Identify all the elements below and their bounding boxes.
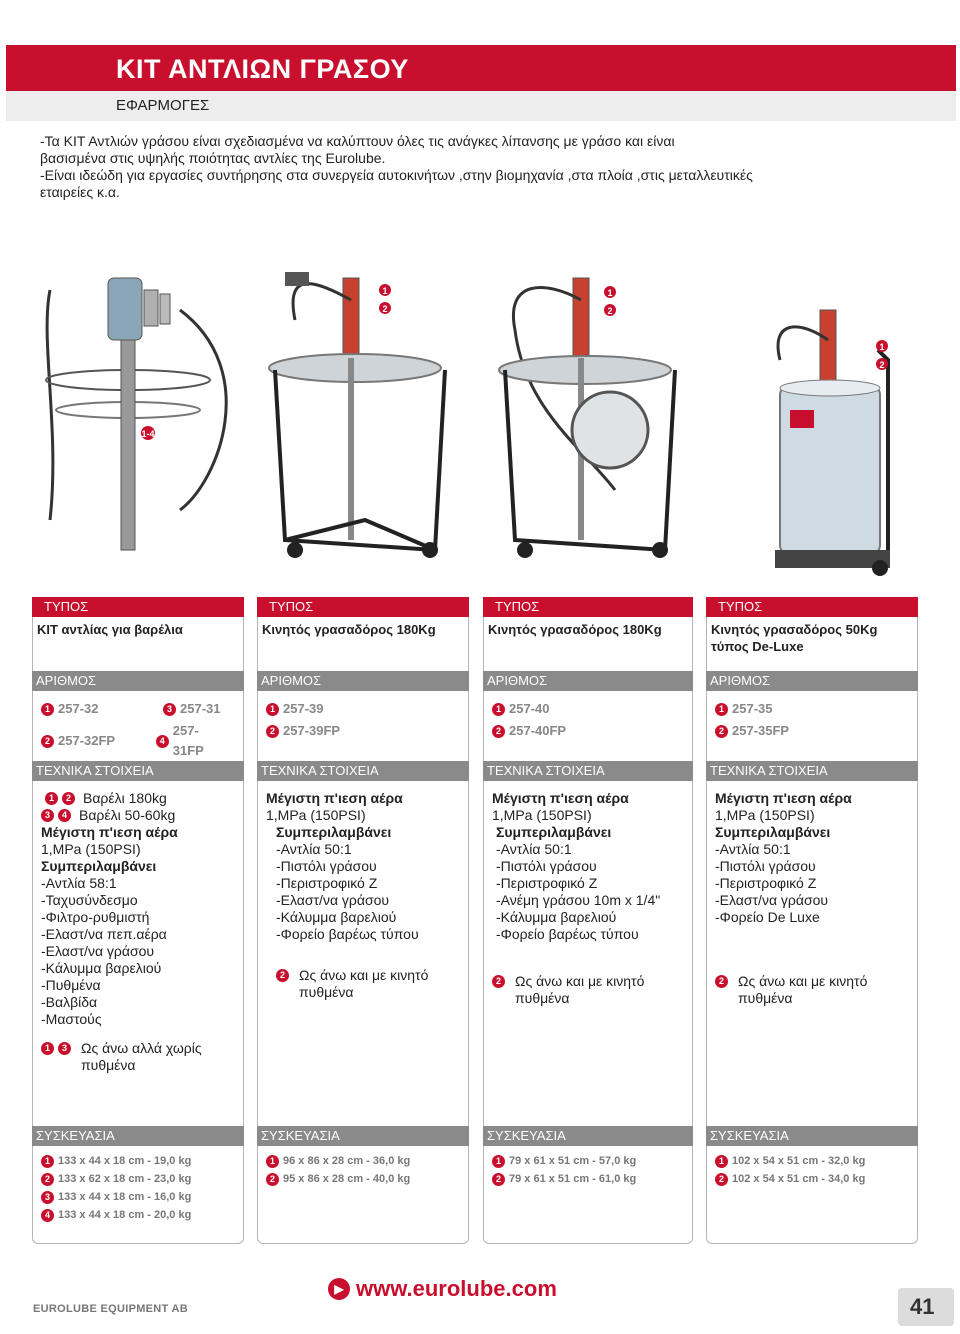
tech-specs bbox=[483, 781, 693, 1126]
number-badge: 4 bbox=[58, 809, 71, 822]
spec-heading: Μέγιστη π'ιεση αέρα bbox=[492, 790, 629, 806]
number-badge: 4 bbox=[156, 735, 169, 748]
included-item: -Ταχυσύνδεσμο bbox=[41, 892, 138, 908]
included-item: -Περιστροφικό Ζ bbox=[496, 875, 598, 891]
number-badge: 2 bbox=[62, 792, 75, 805]
tech-specs bbox=[257, 781, 469, 1126]
number-badge: 2 bbox=[492, 725, 505, 738]
packaging-list bbox=[483, 1146, 693, 1244]
included-item: -Φορείο De Luxe bbox=[715, 909, 820, 925]
included-item: -Φορείο βαρέως τύπου bbox=[496, 926, 639, 942]
included-item: -Πιστόλι γράσου bbox=[496, 858, 597, 874]
product-type: Κινητός γρασαδόρος 180Kg bbox=[257, 617, 469, 671]
callout-label: 1-4 bbox=[141, 429, 155, 439]
intro-line: βασισμένα στις υψηλής ποιότητας αντλίες της Eurolube. bbox=[40, 150, 386, 166]
package-size: 133 x 44 x 18 cm - 16,0 kg bbox=[58, 1191, 192, 1203]
package-size: 102 x 54 x 51 cm - 34,0 kg bbox=[732, 1173, 866, 1185]
included-item: -Αντλία 50:1 bbox=[496, 841, 572, 857]
number-badge: 2 bbox=[715, 1173, 728, 1186]
product-code: 257-40 bbox=[509, 701, 550, 716]
spec-heading: Μέγιστη π'ιεση αέρα bbox=[41, 824, 178, 840]
website-link[interactable] bbox=[328, 1276, 557, 1302]
included-item: -Μαστούς bbox=[41, 1011, 102, 1027]
product-code: 257-32FP bbox=[58, 733, 116, 748]
number-badge: 2 bbox=[266, 1173, 279, 1186]
included-item: -Ελαστ/να γράσου bbox=[276, 892, 390, 908]
number-badge: 1 bbox=[41, 1042, 54, 1055]
mobile-greaser-reel-image bbox=[485, 250, 695, 590]
product-illustrations bbox=[30, 250, 930, 590]
page-subtitle: ΕΦΑΡΜΟΓΕΣ bbox=[116, 97, 210, 114]
spec-heading: Συμπεριλαμβάνει bbox=[715, 824, 831, 840]
callout-label: 2 bbox=[607, 306, 613, 316]
product-code: 257-40FP bbox=[509, 723, 567, 738]
number-badge: 2 bbox=[715, 725, 728, 738]
number-badge: 4 bbox=[41, 1209, 54, 1222]
packaging-header: ΣΥΣΚΕΥΑΣΙΑ bbox=[257, 1126, 469, 1146]
number-badge: 1 bbox=[45, 792, 58, 805]
packaging-list bbox=[706, 1146, 918, 1244]
product-code: 257-32 bbox=[58, 701, 99, 716]
included-item: -Πιστόλι γράσου bbox=[715, 858, 816, 874]
included-item: -Φορείο βαρέως τύπου bbox=[276, 926, 419, 942]
package-size: 133 x 62 x 18 cm - 23,0 kg bbox=[58, 1173, 192, 1185]
variant-note bbox=[492, 973, 686, 1007]
tech-specs bbox=[32, 781, 244, 1126]
included-item: -Ελαστ/να γράσου bbox=[41, 943, 155, 959]
callout-label: 2 bbox=[382, 304, 388, 314]
number-badge: 1 bbox=[715, 1155, 728, 1168]
packaging-header: ΣΥΣΚΕΥΑΣΙΑ bbox=[483, 1126, 693, 1146]
package-size: 95 x 86 x 28 cm - 40,0 kg bbox=[283, 1173, 411, 1185]
product-code: 257-39 bbox=[283, 701, 324, 716]
spec-value: 1,MPa (150PSI) bbox=[715, 807, 815, 823]
package-size: 79 x 61 x 51 cm - 61,0 kg bbox=[509, 1173, 637, 1185]
type-header: ΤΥΠΟΣ bbox=[706, 597, 918, 617]
spec-heading: Μέγιστη π'ιεση αέρα bbox=[715, 790, 852, 806]
included-item: -Ελαστ/να πεπ.αέρα bbox=[41, 926, 167, 942]
number-badge: 3 bbox=[58, 1042, 71, 1055]
tech-specs bbox=[706, 781, 918, 1126]
packaging-header: ΣΥΣΚΕΥΑΣΙΑ bbox=[706, 1126, 918, 1146]
included-item: -Αντλία 50:1 bbox=[276, 841, 352, 857]
included-item: -Κάλυμμα βαρελιού bbox=[41, 960, 162, 976]
number-header: ΑΡΙΘΜΟΣ bbox=[483, 671, 693, 691]
included-item: -Φιλτρο-ρυθμιστή bbox=[41, 909, 150, 925]
product-codes bbox=[483, 691, 693, 761]
product-code: 257-35 bbox=[732, 701, 773, 716]
callout-label: 1 bbox=[382, 286, 388, 296]
page-number: 41 bbox=[910, 1294, 935, 1319]
included-item: -Ελαστ/να γράσου bbox=[715, 892, 829, 908]
spec-value: 1,MPa (150PSI) bbox=[492, 807, 592, 823]
company-name: EUROLUBE EQUIPMENT AB bbox=[33, 1303, 189, 1315]
number-header: ΑΡΙΘΜΟΣ bbox=[706, 671, 918, 691]
barrel-size: Βαρέλι 180kg bbox=[83, 790, 167, 806]
note-text: Ως άνω αλλά χωρίς πυθμένα bbox=[81, 1040, 202, 1073]
number-badge: 1 bbox=[266, 1155, 279, 1168]
variant-note bbox=[41, 1040, 237, 1074]
included-item: -Περιστροφικό Ζ bbox=[715, 875, 817, 891]
package-size: 133 x 44 x 18 cm - 20,0 kg bbox=[58, 1209, 192, 1221]
spec-value: 1,MPa (150PSI) bbox=[266, 807, 366, 823]
included-item: -Αντλία 58:1 bbox=[41, 875, 117, 891]
variant-note bbox=[266, 967, 462, 1001]
number-badge: 3 bbox=[41, 809, 54, 822]
type-header: ΤΥΠΟΣ bbox=[483, 597, 693, 617]
intro-line: -Τα ΚΙΤ Αντλιών γράσου είναι σχεδιασμένα να καλύπτουν όλες τις ανάγκες λίπανσης με γράσο και είναι bbox=[40, 133, 675, 149]
product-codes bbox=[257, 691, 469, 761]
product-type: ΚΙΤ αντλίας για βαρέλια bbox=[32, 617, 244, 671]
callout-label: 2 bbox=[879, 360, 885, 370]
spec-heading: Μέγιστη π'ιεση αέρα bbox=[266, 790, 403, 806]
number-badge: 1 bbox=[492, 703, 505, 716]
greaser-deluxe-50-image bbox=[720, 250, 930, 590]
number-badge: 1 bbox=[266, 703, 279, 716]
number-badge: 3 bbox=[41, 1191, 54, 1204]
packaging-header: ΣΥΣΚΕΥΑΣΙΑ bbox=[32, 1126, 244, 1146]
number-badge: 2 bbox=[276, 969, 289, 982]
spec-heading: Συμπεριλαμβάνει bbox=[276, 824, 392, 840]
package-size: 102 x 54 x 51 cm - 32,0 kg bbox=[732, 1155, 866, 1167]
product-codes bbox=[706, 691, 918, 761]
product-code: 257-31 bbox=[180, 701, 221, 716]
note-text: Ως άνω και με κινητό πυθμένα bbox=[738, 973, 868, 1006]
specs-header: ΤΕΧΝΙΚΑ ΣΤΟΙΧΕΙΑ bbox=[32, 761, 244, 781]
product-code: 257-31FP bbox=[172, 723, 204, 758]
variant-note bbox=[715, 973, 911, 1007]
number-badge: 2 bbox=[41, 735, 54, 748]
type-header: ΤΥΠΟΣ bbox=[32, 597, 244, 617]
included-item: -Ανέμη γράσου 10m x 1/4" bbox=[496, 892, 661, 908]
product-type: Κινητός γρασαδόρος 180Kg bbox=[483, 617, 693, 671]
spec-heading: Συμπεριλαμβάνει bbox=[41, 858, 157, 874]
spec-heading: Συμπεριλαμβάνει bbox=[496, 824, 612, 840]
intro-line: -Είναι ιδεώδη για εργασίες συντήρησης στα συνεργεία αυτοκινήτων ,στην βιομηχανία ,στα πλοία ,στις μεταλλευτικές bbox=[40, 167, 753, 183]
included-item: -Κάλυμμα βαρελιού bbox=[276, 909, 397, 925]
number-badge: 3 bbox=[163, 703, 176, 716]
barrel-pump-kit-image bbox=[30, 250, 240, 590]
page-title: ΚΙΤ ΑΝΤΛΙΩΝ ΓΡΑΣΟΥ bbox=[116, 54, 409, 84]
number-badge: 1 bbox=[41, 703, 54, 716]
included-item: -Αντλία 50:1 bbox=[715, 841, 791, 857]
packaging-list bbox=[257, 1146, 469, 1244]
number-badge: 2 bbox=[492, 975, 505, 988]
package-size: 133 x 44 x 18 cm - 19,0 kg bbox=[58, 1155, 192, 1167]
number-badge: 2 bbox=[715, 975, 728, 988]
product-type: Κινητός γρασαδόρος 50Kg τύπος De-Luxe bbox=[706, 617, 918, 671]
specs-header: ΤΕΧΝΙΚΑ ΣΤΟΙΧΕΙΑ bbox=[483, 761, 693, 781]
callout-label: 1 bbox=[607, 288, 613, 298]
number-badge: 1 bbox=[492, 1155, 505, 1168]
package-size: 79 x 61 x 51 cm - 57,0 kg bbox=[509, 1155, 637, 1167]
package-size: 96 x 86 x 28 cm - 36,0 kg bbox=[283, 1155, 411, 1167]
specs-header: ΤΕΧΝΙΚΑ ΣΤΟΙΧΕΙΑ bbox=[257, 761, 469, 781]
product-code: 257-39FP bbox=[283, 723, 341, 738]
included-item: -Βαλβίδα bbox=[41, 994, 98, 1010]
play-arrow-icon: ▶ bbox=[328, 1278, 350, 1300]
product-column-2 bbox=[257, 597, 469, 1244]
number-badge: 1 bbox=[41, 1155, 54, 1168]
number-badge: 2 bbox=[492, 1173, 505, 1186]
number-badge: 2 bbox=[41, 1173, 54, 1186]
mobile-greaser-180-image bbox=[255, 250, 465, 590]
number-header: ΑΡΙΘΜΟΣ bbox=[257, 671, 469, 691]
callout-label: 1 bbox=[879, 342, 885, 352]
specs-header: ΤΕΧΝΙΚΑ ΣΤΟΙΧΕΙΑ bbox=[706, 761, 918, 781]
product-codes bbox=[32, 691, 244, 761]
website-url: www.eurolube.com bbox=[356, 1276, 557, 1301]
included-item: -Πυθμένα bbox=[41, 977, 101, 993]
note-text: Ως άνω και με κινητό πυθμένα bbox=[515, 973, 645, 1006]
packaging-list bbox=[32, 1146, 244, 1244]
included-item: -Περιστροφικό Ζ bbox=[276, 875, 378, 891]
product-code: 257-35FP bbox=[732, 723, 790, 738]
intro-text bbox=[40, 133, 920, 201]
number-badge: 2 bbox=[266, 725, 279, 738]
number-badge: 1 bbox=[715, 703, 728, 716]
note-text: Ως άνω και με κινητό πυθμένα bbox=[299, 967, 429, 1000]
included-item: -Πιστόλι γράσου bbox=[276, 858, 377, 874]
intro-line: εταιρείες κ.α. bbox=[40, 184, 120, 200]
included-item: -Κάλυμμα βαρελιού bbox=[496, 909, 617, 925]
product-column-1 bbox=[32, 597, 244, 1244]
type-header: ΤΥΠΟΣ bbox=[257, 597, 469, 617]
product-column-3 bbox=[483, 597, 693, 1244]
spec-value: 1,MPa (150PSI) bbox=[41, 841, 141, 857]
number-header: ΑΡΙΘΜΟΣ bbox=[32, 671, 244, 691]
product-column-4 bbox=[706, 597, 918, 1244]
barrel-size: Βαρέλι 50-60kg bbox=[79, 807, 176, 823]
